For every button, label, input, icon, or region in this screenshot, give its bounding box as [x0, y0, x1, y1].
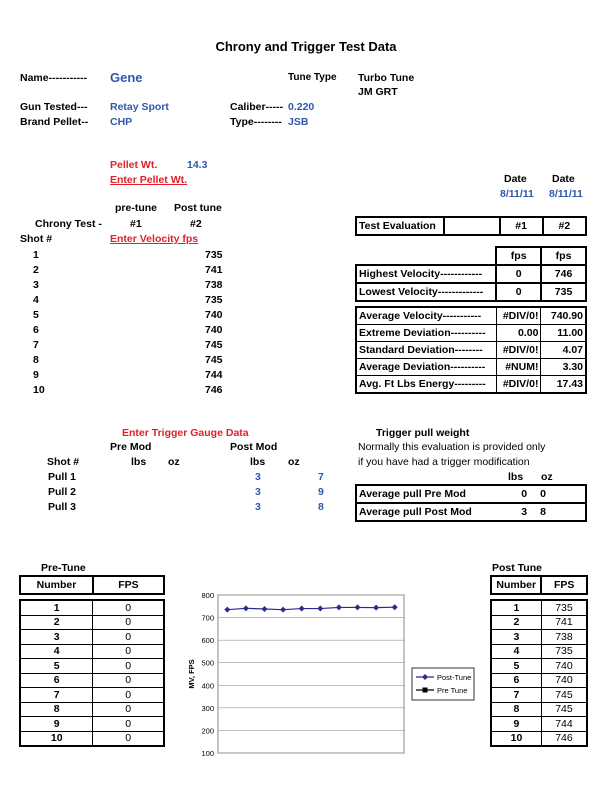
- table-row: [491, 702, 587, 717]
- shot-label: Shot #: [20, 233, 53, 245]
- post-velocity-value[interactable]: 745: [205, 339, 223, 351]
- row-number: 8: [491, 702, 541, 717]
- row-number: 7: [20, 688, 93, 703]
- velocity-chart: [182, 586, 478, 776]
- pull-label: Pull 3: [48, 501, 77, 513]
- row-number: 1: [491, 600, 541, 615]
- pre-oz-label: oz: [168, 456, 180, 468]
- chrony-num1: #1: [130, 218, 142, 230]
- row-fps: 735: [541, 600, 587, 615]
- evaluation-header-table: [355, 216, 587, 236]
- stat-value-1: #DIV/0!: [496, 342, 541, 359]
- shot-number: 9: [33, 369, 39, 381]
- trigger-note-1: Normally this evaluation is provided only: [358, 441, 546, 453]
- table-row: [20, 659, 164, 674]
- lowest-1: 0: [496, 283, 541, 301]
- caliber-label: Caliber-----: [230, 101, 284, 113]
- shot-number: 6: [33, 324, 39, 336]
- row-number: 5: [20, 659, 93, 674]
- pre-lbs-label: lbs: [131, 456, 147, 468]
- row-number: 7: [491, 688, 541, 703]
- y-tick-label: 600: [201, 636, 214, 646]
- row-fps: 0: [93, 673, 164, 688]
- stats-row: [356, 359, 586, 376]
- post-velocity-value[interactable]: 740: [205, 309, 223, 321]
- row-number: 9: [491, 717, 541, 732]
- stats-row: [356, 342, 586, 359]
- y-tick-label: 700: [201, 613, 214, 623]
- stats-row: [356, 307, 586, 325]
- y-tick-label: 200: [201, 726, 214, 736]
- row-number: 5: [491, 659, 541, 674]
- post-velocity-value[interactable]: 740: [205, 324, 223, 336]
- avg-pre-oz: 0: [538, 485, 586, 503]
- enter-trigger-label: Enter Trigger Gauge Data: [122, 427, 249, 439]
- chrony-test-label: Chrony Test -: [35, 218, 102, 230]
- highest-1: 0: [496, 265, 541, 283]
- pull-label: Pull 2: [48, 486, 77, 498]
- row-fps: 0: [93, 717, 164, 732]
- row-fps: 0: [93, 630, 164, 645]
- y-tick-label: 800: [201, 591, 214, 600]
- pull-label: Pull 1: [48, 471, 77, 483]
- trigger-note-2: if you have had a trigger modification: [358, 456, 530, 468]
- trigger-weight-title: Trigger pull weight: [376, 427, 470, 439]
- avg-post-lbs: 3: [510, 503, 538, 521]
- y-axis-label: MV, FPS: [187, 659, 196, 689]
- col-post-tune: Post tune: [174, 202, 222, 214]
- table-row: [491, 600, 587, 615]
- row-number: 4: [491, 644, 541, 659]
- brand-value: CHP: [110, 116, 133, 128]
- stat-value-2: 4.07: [541, 342, 586, 359]
- stat-value-2: 3.30: [541, 359, 586, 376]
- enter-velocity: Enter Velocity fps: [110, 233, 199, 245]
- velocity-table: [355, 246, 587, 302]
- y-tick-label: 500: [201, 658, 214, 668]
- stat-label: Avg. Ft Lbs Energy---------: [356, 376, 496, 394]
- highest-label: Highest Velocity------------: [356, 265, 496, 283]
- avg-oz-label: oz: [541, 471, 553, 483]
- tune-type-value: Turbo Tune: [358, 72, 415, 84]
- caliber-value: 0.220: [288, 101, 315, 113]
- stat-label: Average Deviation----------: [356, 359, 496, 376]
- table-row: [491, 673, 587, 688]
- table-row: [20, 731, 164, 746]
- trigger-shot-label: Shot #: [47, 456, 80, 468]
- row-number: 2: [491, 615, 541, 630]
- row-fps: 738: [541, 630, 587, 645]
- row-fps: 0: [93, 615, 164, 630]
- row-number: 1: [20, 600, 93, 615]
- y-tick-label: 400: [201, 681, 214, 691]
- stats-table: [355, 306, 587, 394]
- date-value-2: 8/11/11: [549, 188, 583, 200]
- table-row: [20, 702, 164, 717]
- row-fps: 740: [541, 673, 587, 688]
- row-number: 3: [20, 630, 93, 645]
- pull-post-oz[interactable]: 8: [318, 501, 324, 513]
- stat-value-1: #DIV/0!: [496, 376, 541, 394]
- date-value-1: 8/11/11: [500, 188, 534, 200]
- table-row: [20, 600, 164, 615]
- row-fps: 0: [93, 731, 164, 746]
- row-fps: 735: [541, 644, 587, 659]
- row-fps: 746: [541, 731, 587, 746]
- gun-value: Retay Sport: [110, 101, 169, 113]
- pull-post-oz[interactable]: 7: [318, 471, 324, 483]
- col-number-header: Number: [20, 576, 93, 594]
- tune-type-label: Tune Type: [288, 72, 337, 83]
- avg-lbs-label: lbs: [508, 471, 524, 483]
- col-fps-header: FPS: [93, 576, 164, 594]
- legend-label: Pre Tune: [437, 686, 468, 695]
- brand-label: Brand Pellet--: [20, 116, 89, 128]
- table-row: [491, 688, 587, 703]
- post-velocity-value[interactable]: 741: [205, 264, 223, 276]
- table-row: [491, 644, 587, 659]
- shot-number: 4: [33, 294, 39, 306]
- pre-tune-table: [19, 575, 165, 747]
- table-row: [20, 717, 164, 732]
- stat-value-2: 11.00: [541, 325, 586, 342]
- table-row: [491, 717, 587, 732]
- pellet-wt-value[interactable]: 14.3: [187, 159, 208, 171]
- legend-marker: [423, 688, 428, 693]
- lowest-label: Lowest Velocity-------------: [356, 283, 496, 301]
- eval-col1: #1: [500, 217, 543, 235]
- table-row: [491, 659, 587, 674]
- stats-row: [356, 325, 586, 342]
- pre-mod-label: Pre Mod: [110, 441, 152, 453]
- row-fps: 741: [541, 615, 587, 630]
- col-pre-tune: pre-tune: [115, 202, 157, 214]
- row-fps: 0: [93, 644, 164, 659]
- table-row: [20, 644, 164, 659]
- table-row: [491, 731, 587, 746]
- shot-number: 10: [33, 384, 45, 396]
- pellet-wt-label: Pellet Wt.: [110, 159, 158, 171]
- pull-post-lbs[interactable]: 3: [255, 501, 261, 513]
- row-fps: 0: [93, 600, 164, 615]
- unit-1: fps: [496, 247, 541, 265]
- avg-pre-lbs: 0: [510, 485, 538, 503]
- date-label-2: Date: [552, 173, 575, 185]
- post-velocity-value[interactable]: 746: [205, 384, 223, 396]
- post-velocity-value[interactable]: 744: [205, 369, 223, 381]
- pull-post-lbs[interactable]: 3: [255, 471, 261, 483]
- y-tick-label: 100: [201, 749, 214, 758]
- pull-post-lbs[interactable]: 3: [255, 486, 261, 498]
- post-tune-table: [490, 575, 588, 747]
- tune-type-value-2: JM GRT: [358, 86, 398, 98]
- shot-number: 5: [33, 309, 39, 321]
- eval-header: Test Evaluation: [356, 217, 444, 235]
- row-number: 4: [20, 644, 93, 659]
- gun-label: Gun Tested---: [20, 101, 88, 113]
- shot-number: 1: [33, 249, 39, 261]
- row-fps: 0: [93, 702, 164, 717]
- stats-row: [356, 376, 586, 394]
- row-number: 8: [20, 702, 93, 717]
- legend-label: Post-Tune: [437, 673, 472, 682]
- avg-pre-label: Average pull Pre Mod: [356, 485, 510, 503]
- stat-label: Standard Deviation--------: [356, 342, 496, 359]
- name-label: Name-----------: [20, 72, 88, 84]
- pre-table-title: Pre-Tune: [41, 562, 86, 574]
- row-fps: 745: [541, 688, 587, 703]
- row-number: 6: [491, 673, 541, 688]
- stat-label: Average Velocity-----------: [356, 307, 496, 325]
- stat-value-2: 17.43: [541, 376, 586, 394]
- shot-number: 3: [33, 279, 39, 291]
- row-number: 3: [491, 630, 541, 645]
- lowest-2: 735: [541, 283, 586, 301]
- post-mod-label: Post Mod: [230, 441, 278, 453]
- highest-2: 746: [541, 265, 586, 283]
- type-value: JSB: [288, 116, 309, 128]
- table-row: [20, 673, 164, 688]
- post-lbs-label: lbs: [250, 456, 266, 468]
- table-row: [491, 630, 587, 645]
- avg-post-label: Average pull Post Mod: [356, 503, 510, 521]
- row-fps: 745: [541, 702, 587, 717]
- avg-pull-table: [355, 484, 587, 522]
- row-fps: 744: [541, 717, 587, 732]
- table-row: [20, 630, 164, 645]
- shot-number: 2: [33, 264, 39, 276]
- plot-area: [218, 595, 404, 753]
- chrony-num2: #2: [190, 218, 202, 230]
- stat-value-1: #DIV/0!: [496, 307, 541, 325]
- post-velocity-value[interactable]: 745: [205, 354, 223, 366]
- y-tick-label: 300: [201, 703, 214, 713]
- row-fps: 0: [93, 659, 164, 674]
- post-velocity-value[interactable]: 735: [205, 249, 223, 261]
- row-number: 6: [20, 673, 93, 688]
- name-value: Gene: [110, 70, 143, 85]
- row-number: 9: [20, 717, 93, 732]
- date-label-1: Date: [504, 173, 527, 185]
- col-number-header: Number: [491, 576, 541, 594]
- table-row: [20, 615, 164, 630]
- row-number: 2: [20, 615, 93, 630]
- unit-2: fps: [541, 247, 586, 265]
- type-label: Type--------: [230, 116, 282, 128]
- stat-value-2: 740.90: [541, 307, 586, 325]
- enter-pellet-wt: Enter Pellet Wt.: [110, 174, 188, 186]
- eval-col2: #2: [543, 217, 586, 235]
- row-fps: 0: [93, 688, 164, 703]
- col-fps-header: FPS: [541, 576, 587, 594]
- stat-label: Extreme Deviation----------: [356, 325, 496, 342]
- row-number: 10: [20, 731, 93, 746]
- shot-number: 7: [33, 339, 39, 351]
- pull-post-oz[interactable]: 9: [318, 486, 324, 498]
- post-table-title: Post Tune: [492, 562, 542, 574]
- post-velocity-value[interactable]: 735: [205, 294, 223, 306]
- table-row: [491, 615, 587, 630]
- post-velocity-value[interactable]: 738: [205, 279, 223, 291]
- row-number: 10: [491, 731, 541, 746]
- shot-number: 8: [33, 354, 39, 366]
- row-fps: 740: [541, 659, 587, 674]
- stat-value-1: 0.00: [496, 325, 541, 342]
- page-title: Chrony and Trigger Test Data: [215, 39, 397, 54]
- avg-post-oz: 8: [538, 503, 586, 521]
- post-oz-label: oz: [288, 456, 300, 468]
- table-row: [20, 688, 164, 703]
- stat-value-1: #NUM!: [496, 359, 541, 376]
